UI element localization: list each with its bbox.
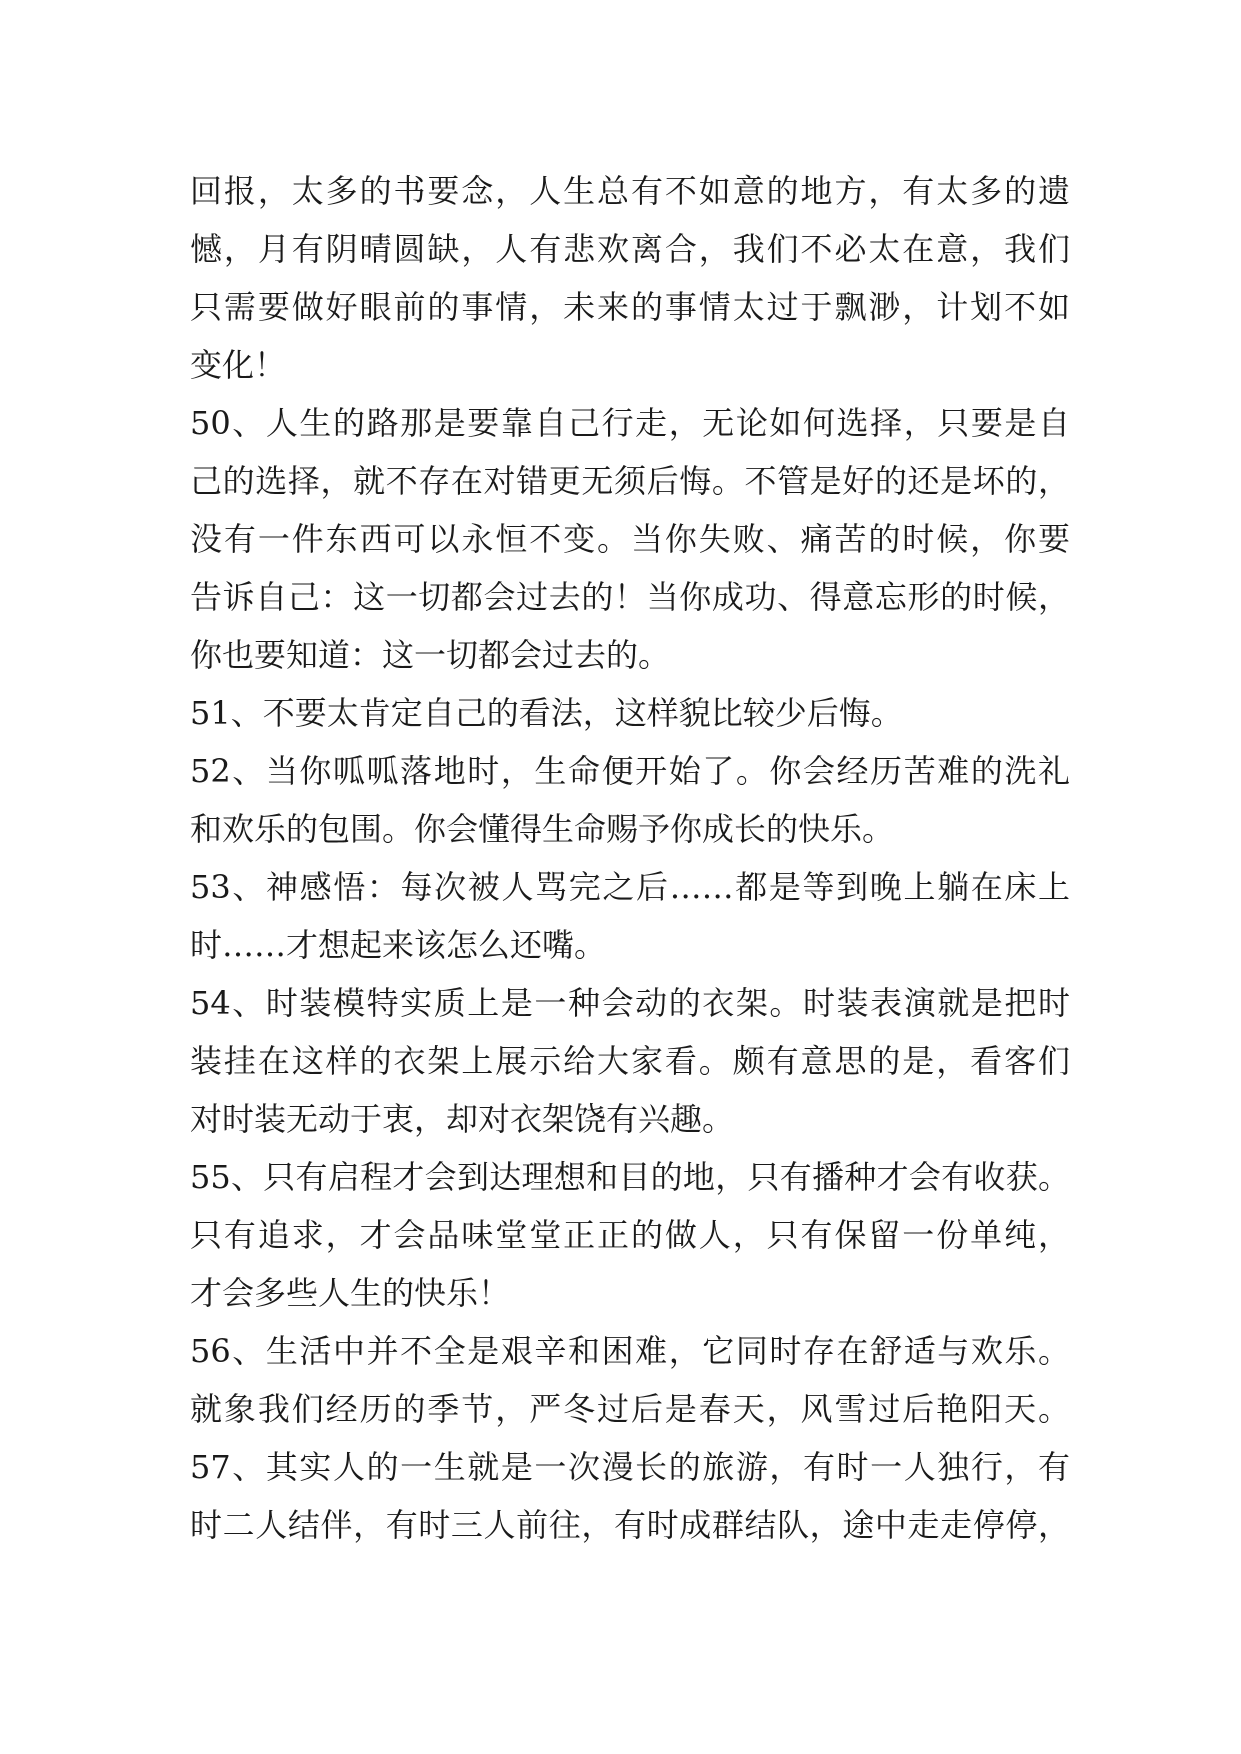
text-line: 装挂在这样的衣架上展示给大家看。颇有意思的是，看客们 — [190, 1042, 1070, 1080]
text-line: 才会多些人生的快乐！ — [190, 1274, 511, 1312]
body-text — [190, 162, 1070, 1554]
text-line: 55、只有启程才会到达理想和目的地，只有播种才会有收获。 — [190, 1158, 1070, 1196]
text-line: 憾，月有阴晴圆缺，人有悲欢离合，我们不必太在意，我们 — [190, 230, 1070, 268]
text-line: 54、时装模特实质上是一种会动的衣架。时装表演就是把时 — [190, 984, 1070, 1022]
text-line: 时……才想起来该怎么还嘴。 — [190, 926, 607, 964]
text-line: 就象我们经历的季节，严冬过后是春天，风雪过后艳阳天。 — [190, 1390, 1070, 1428]
text-line: 52、当你呱呱落地时，生命便开始了。你会经历苦难的洗礼 — [190, 752, 1070, 790]
text-line: 56、生活中并不全是艰辛和困难，它同时存在舒适与欢乐。 — [190, 1332, 1070, 1370]
text-line: 没有一件东西可以永恒不变。当你失败、痛苦的时候，你要 — [190, 520, 1070, 558]
text-line: 53、神感悟：每次被人骂完之后……都是等到晚上躺在床上 — [190, 868, 1070, 906]
text-line: 和欢乐的包围。你会懂得生命赐予你成长的快乐。 — [190, 810, 895, 848]
text-line: 50、人生的路那是要靠自己行走，无论如何选择，只要是自 — [190, 404, 1070, 442]
text-line: 你也要知道：这一切都会过去的。 — [190, 636, 671, 674]
text-line: 只需要做好眼前的事情，未来的事情太过于飘渺，计划不如 — [190, 288, 1070, 326]
text-line: 只有追求，才会品味堂堂正正的做人，只有保留一份单纯， — [190, 1216, 1070, 1254]
text-line: 回报，太多的书要念，人生总有不如意的地方，有太多的遗 — [190, 172, 1070, 210]
text-line: 57、其实人的一生就是一次漫长的旅游，有时一人独行，有 — [190, 1448, 1070, 1486]
text-line: 告诉自己：这一切都会过去的！当你成功、得意忘形的时候， — [190, 578, 1070, 616]
text-line: 对时装无动于衷，却对衣架饶有兴趣。 — [190, 1100, 735, 1138]
text-line: 时二人结伴，有时三人前往，有时成群结队，途中走走停停， — [190, 1506, 1070, 1544]
text-line: 己的选择，就不存在对错更无须后悔。不管是好的还是坏的， — [190, 462, 1070, 500]
text-line: 51、不要太肯定自己的看法，这样貌比较少后悔。 — [190, 694, 903, 732]
text-line: 变化！ — [190, 346, 287, 384]
